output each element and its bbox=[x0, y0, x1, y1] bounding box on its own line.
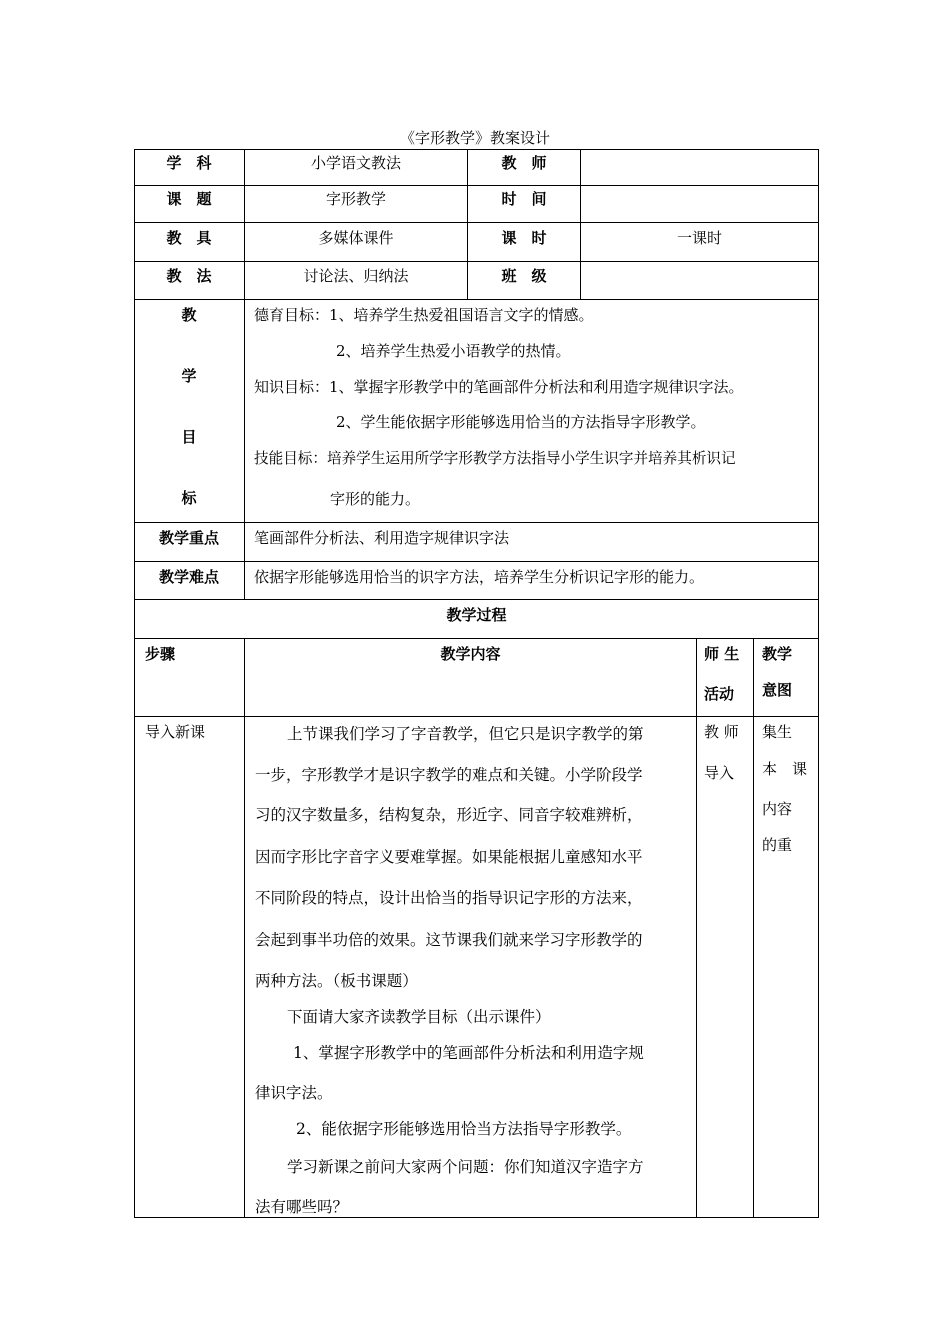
col-step-header: 步骤 bbox=[145, 645, 176, 663]
content-line: 两种方法。（板书课题） bbox=[255, 972, 418, 990]
intent-cell: 本 课 bbox=[762, 760, 808, 778]
objectives-label-char: 学 bbox=[181, 367, 197, 385]
col-intent-header: 教学 bbox=[762, 645, 793, 663]
col-intent-header: 意图 bbox=[762, 681, 793, 699]
subject-value: 小学语文教法 bbox=[310, 154, 401, 172]
objective-line: 2、培养学生热爱小语教学的热情。 bbox=[336, 342, 571, 360]
content-line: 因而字形比字音字义要难掌握。如果能根据儿童感知水平 bbox=[255, 848, 643, 866]
content-line: 一步，字形教学才是识字教学的难点和关键。小学阶段学 bbox=[255, 766, 643, 784]
col-content-header: 教学内容 bbox=[440, 645, 501, 663]
objectives-label-char: 标 bbox=[181, 489, 197, 507]
content-line: 上节课我们学习了字音教学，但它只是识字教学的第 bbox=[287, 725, 644, 743]
time-label: 时 间 bbox=[501, 190, 547, 208]
step-cell: 导入新课 bbox=[145, 723, 206, 741]
difficulty-label: 教学难点 bbox=[158, 568, 219, 586]
method-value: 讨论法、归纳法 bbox=[303, 267, 409, 285]
objective-line: 技能目标：培养学生运用所学字形教学方法指导小学生识字并培养其析识记 bbox=[254, 450, 736, 467]
objective-line: 2、学生能依据字形能够选用恰当的方法指导字形教学。 bbox=[336, 413, 706, 431]
periods-label: 课 时 bbox=[501, 229, 547, 247]
method-label: 教 法 bbox=[166, 267, 212, 285]
intent-cell: 内容 bbox=[762, 800, 793, 818]
objective-line: 知识目标：1、掌握字形教学中的笔画部件分析法和利用造字规律识字法。 bbox=[254, 378, 744, 396]
topic-label: 课 题 bbox=[166, 190, 212, 208]
content-line: 2、能依据字形能够选用恰当方法指导字形教学。 bbox=[296, 1120, 632, 1138]
tools-label: 教 具 bbox=[166, 229, 212, 247]
content-line: 学习新课之前问大家两个问题：你们知道汉字造字方 bbox=[287, 1158, 644, 1176]
content-line: 法有哪些吗？ bbox=[255, 1198, 349, 1216]
objectives-label-char: 目 bbox=[181, 428, 197, 446]
difficulty-value: 依据字形能够选用恰当的识字方法，培养学生分析识记字形的能力。 bbox=[254, 568, 705, 586]
content-line: 1、掌握字形教学中的笔画部件分析法和利用造字规 bbox=[293, 1044, 644, 1062]
intent-cell: 集生 bbox=[762, 723, 793, 741]
objectives-label-char: 教 bbox=[181, 306, 197, 324]
periods-value: 一课时 bbox=[676, 229, 722, 247]
teacher-label: 教 师 bbox=[501, 154, 547, 172]
content-line: 会起到事半功倍的效果。这节课我们就来学习字形教学的 bbox=[255, 931, 643, 949]
content-line: 律识字法。 bbox=[255, 1084, 333, 1102]
key-point-value: 笔画部件分析法、利用造字规律识字法 bbox=[254, 529, 510, 547]
col-activity-header: 活动 bbox=[704, 685, 735, 703]
subject-label: 学 科 bbox=[166, 154, 212, 172]
key-point-label: 教学重点 bbox=[158, 529, 219, 547]
class-label: 班 级 bbox=[501, 267, 547, 285]
process-heading: 教学过程 bbox=[446, 606, 507, 624]
intent-cell: 的重 bbox=[762, 836, 793, 854]
col-activity-header: 师 生 bbox=[704, 645, 740, 663]
objective-line: 字形的能力。 bbox=[330, 490, 421, 508]
activity-cell: 教 师 bbox=[704, 723, 739, 741]
content-line: 下面请大家齐读教学目标（出示课件） bbox=[287, 1008, 551, 1026]
content-line: 习的汉字数量多，结构复杂，形近字、同音字较难辨析， bbox=[255, 806, 643, 824]
topic-value: 字形教学 bbox=[325, 190, 386, 208]
page-title: 《字形教学》教案设计 bbox=[399, 129, 550, 147]
activity-cell: 导入 bbox=[704, 764, 735, 782]
objective-line: 德育目标：1、培养学生热爱祖国语言文字的情感。 bbox=[254, 306, 594, 324]
tools-value: 多媒体课件 bbox=[318, 229, 394, 247]
content-line: 不同阶段的特点，设计出恰当的指导识记字形的方法来， bbox=[255, 889, 643, 907]
